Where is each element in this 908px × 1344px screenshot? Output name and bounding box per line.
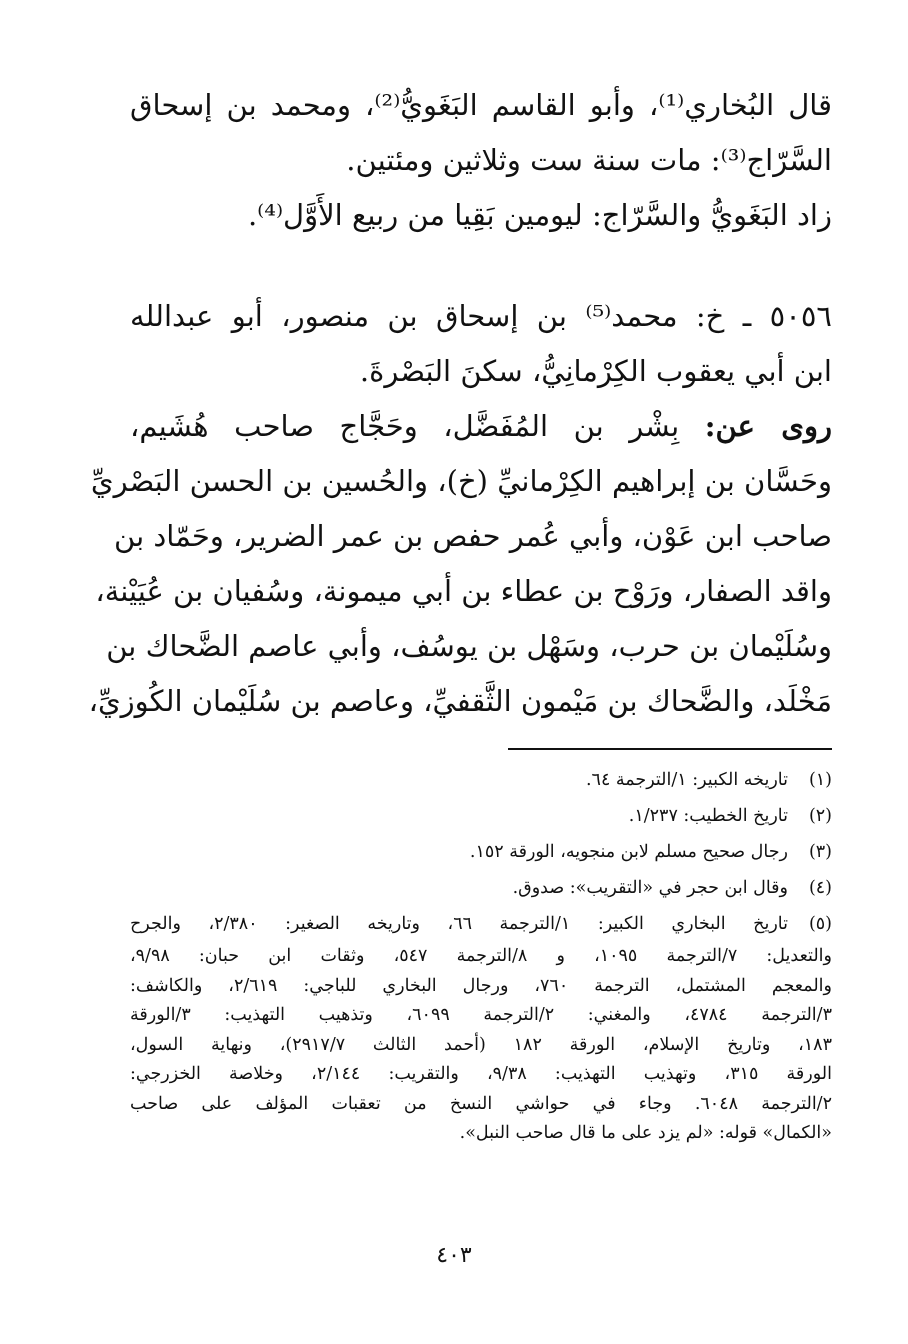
footnote-number: (٥) [808, 914, 832, 934]
footnote-divider [508, 748, 832, 750]
footnote-text: تاريخه الكبير: ١/الترجمة ٦٤. [585, 770, 788, 790]
footnote-number: (٣) [808, 842, 832, 862]
footnote [130, 798, 832, 834]
footnote-line: تاريخ البخاري الكبير: ١/الترجمة ٦٦، وتاريخه الصغير: ٢/٣٨٠، والجرح [130, 914, 788, 934]
text-line: زاد البَغَويُّ والسَّرّاج: ليومين بَقِيا من ربيع الأَوَّل⁽⁴⁾. [247, 198, 832, 232]
footnote-line: والمعجم المشتمل، الترجمة ٧٦٠، ورجال البخاري للباجي: ٢/٦١٩، والكاشف: [130, 975, 832, 996]
footnote-line: ١٨٣، وتاريخ الإسلام، الورقة ١٨٢ (أحمد الثالث ٢٩١٧/٧)، ونهاية السول، [130, 1034, 832, 1055]
narrators-first-line [130, 399, 832, 454]
footnote-number: (١) [808, 770, 832, 790]
text-line: صاحب ابن عَوْن، وأبي عُمر حفص بن عمر الضرير، وحَمّاد بن [114, 519, 832, 553]
footnote-number: (٢) [808, 806, 832, 826]
text-line: وحَسَّان بن إبراهيم الكِرْمانيِّ (خ)، والحُسين بن الحسن البَصْريِّ [90, 464, 832, 498]
narrated-from-label: روى عن: [704, 409, 833, 443]
footnote [130, 762, 832, 798]
footnote-text: وقال ابن حجر في «التقريب»: صدوق. [512, 878, 788, 898]
footnote-line: الورقة ٣١٥، وتهذيب التهذيب: ٩/٣٨، والتقريب: ٢/١٤٤، وخلاصة الخزرجي: [130, 1064, 832, 1084]
main-text [88, 78, 833, 729]
text-line: واقد الصفار، ورَوْح بن عطاء بن أبي ميمونة، وسُفيان بن عُيَيْنة، [95, 574, 832, 608]
page-number: ٤٠٣ [436, 1243, 472, 1268]
footnote-text: رجال صحيح مسلم لابن منجويه، الورقة ١٥٢. [469, 842, 788, 862]
text-line: السَّرّاج⁽³⁾: مات سنة ست وثلاثين ومئتين. [346, 143, 832, 177]
footnote-line: «الكمال» قوله: «لم يزد على ما قال صاحب النبل». [459, 1123, 832, 1143]
footnote [130, 834, 832, 870]
footnote [130, 906, 832, 1149]
footnote-line: والتعديل: ٧/الترجمة ١٠٩٥، و ٨/الترجمة ٥٤٧، وثقات ابن حبان: ٩/٩٨، [130, 946, 832, 966]
text-line: وسُلَيْمان بن حرب، وسَهْل بن يوسُف، وأبي عاصم الضَّحاك بن [106, 629, 832, 663]
text-run: بِشْر بن المُفَضَّل، وحَجَّاج صاحب هُشَيم، [130, 409, 680, 443]
spacer [130, 243, 832, 289]
entry-heading: ٥٠٥٦ ـ خ: محمد⁽⁵⁾ بن إسحاق بن منصور، أبو عبدالله [130, 299, 832, 333]
footnote [130, 870, 832, 906]
text-line: مَخْلَد، والضَّحاك بن مَيْمون الثَّقفيِّ، وعاصم بن سُلَيْمان الكُوزيِّ، [88, 684, 832, 718]
footnote-line: ٣/الترجمة ٤٧٨٤، والمغني: ٢/الترجمة ٦٠٩٩، وتذهيب التهذيب: ٣/الورقة [130, 1005, 832, 1025]
footnote-line: ٢/الترجمة ٦٠٤٨. وجاء في حواشي النسخ من تعقبات المؤلف على صاحب [130, 1093, 832, 1114]
text-line: ابن أبي يعقوب الكِرْمانِيُّ، سكنَ البَصْرةَ. [359, 354, 832, 388]
footnote-text [130, 906, 832, 1149]
footnote-text: تاريخ الخطيب: ١/٢٣٧. [628, 806, 788, 826]
footnote-number: (٤) [808, 878, 832, 898]
text-line: قال البُخاري⁽¹⁾، وأبو القاسم البَغَويُّ⁽²⁾، ومحمد بن إسحاق [130, 88, 833, 122]
footnotes [130, 762, 832, 1149]
